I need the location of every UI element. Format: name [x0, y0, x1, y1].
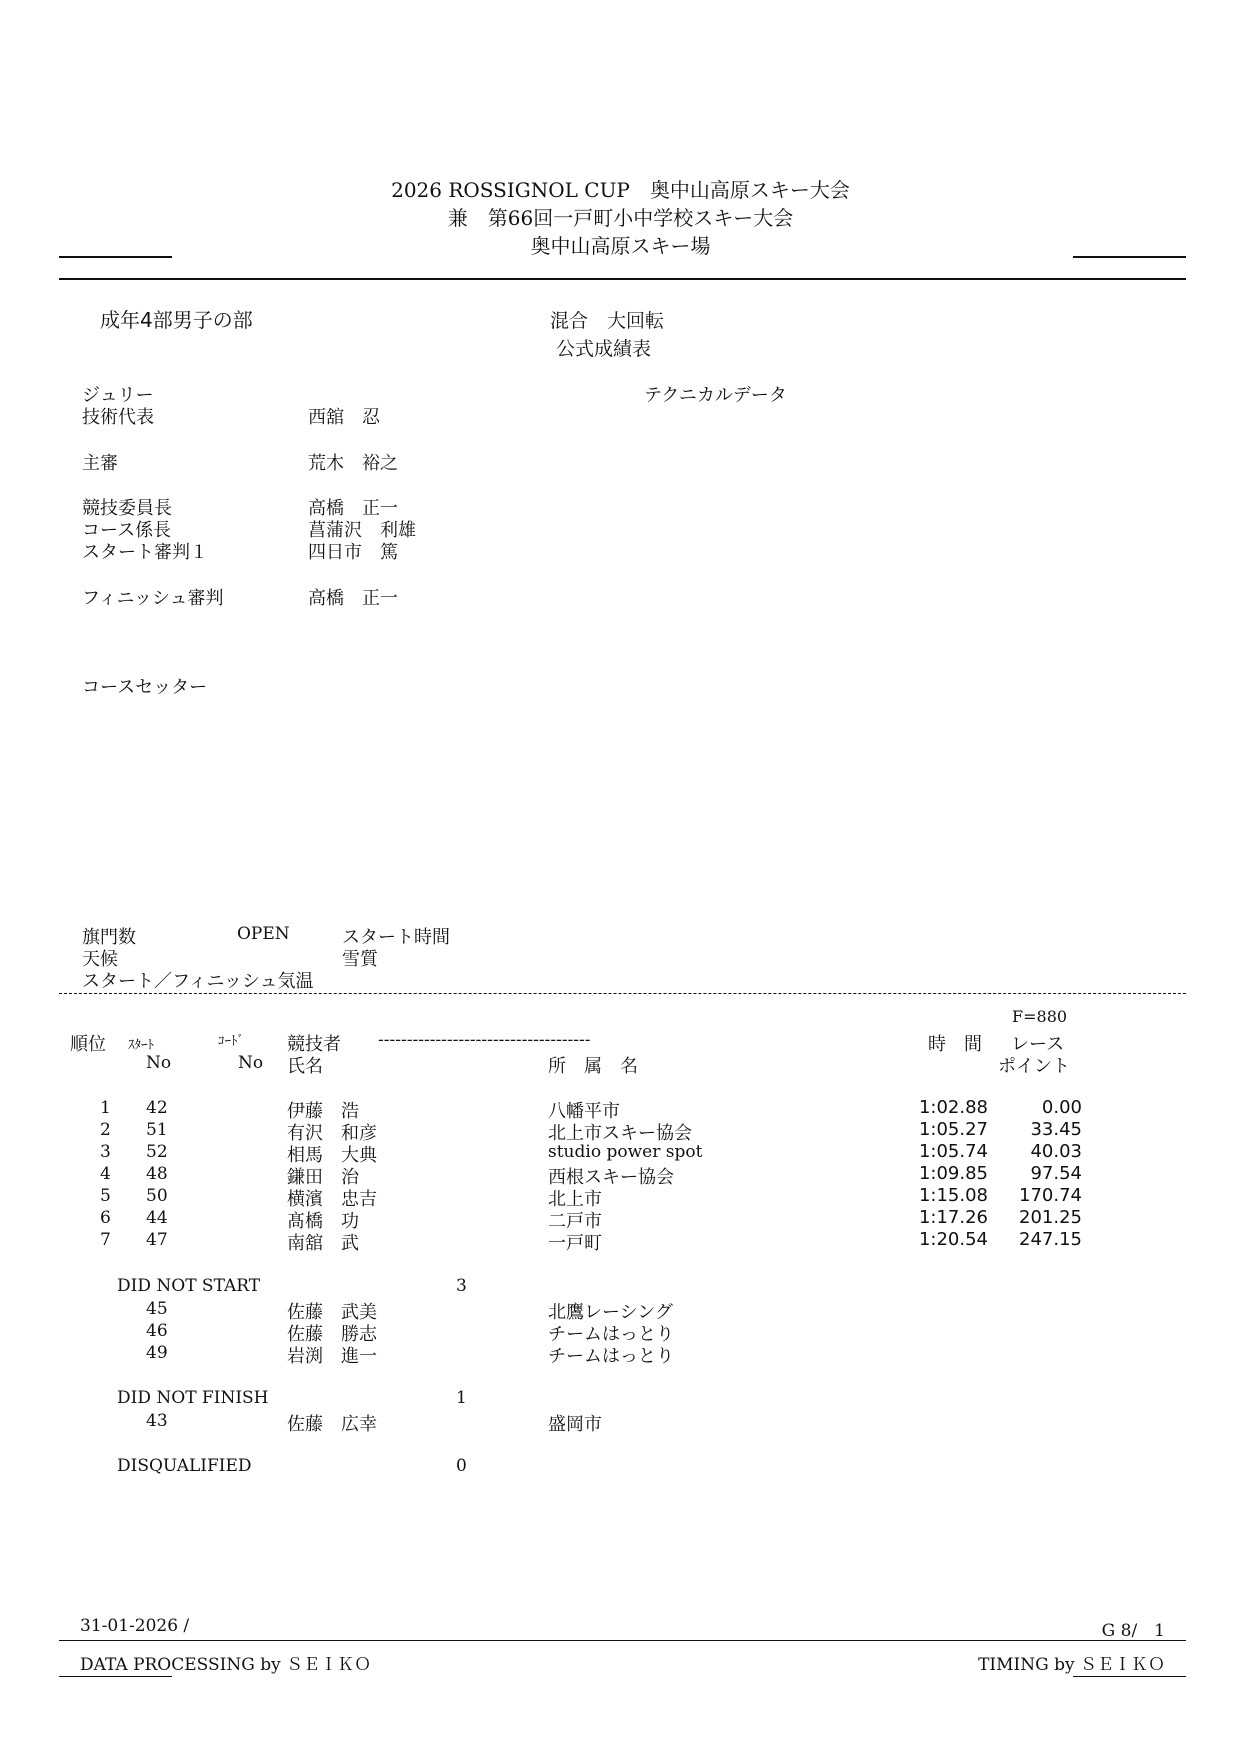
snow-label: 雪質: [342, 949, 378, 970]
time: 1:05.27: [918, 1119, 988, 1140]
document-type: 公式成績表: [556, 338, 652, 360]
col-dashes: -------------------------------------: [378, 1030, 591, 1050]
competitor-name: 岩渕 進一: [287, 1346, 377, 1367]
competitor-name: 南舘 武: [287, 1233, 359, 1254]
category-title: 成年4部男子の部: [100, 308, 253, 332]
club: チームはっとり: [548, 1324, 674, 1345]
col-name: 氏名: [287, 1056, 323, 1077]
col-code-no: No: [238, 1053, 264, 1073]
gates-value: OPEN: [237, 924, 290, 944]
bib: 45: [146, 1299, 168, 1319]
col-code: ｺｰﾄﾞ: [218, 1034, 244, 1049]
course-setter-label: コースセッター: [82, 677, 208, 698]
club: 一戸町: [548, 1233, 602, 1254]
event-title: 2026 ROSSIGNOL CUP 奥中山高原スキー大会: [391, 178, 850, 202]
time: 1:15.08: [918, 1185, 988, 1206]
competitor-name: 髙橋 功: [287, 1211, 359, 1232]
col-race: レース: [1011, 1034, 1065, 1055]
club: 八幡平市: [548, 1101, 620, 1122]
competitor-name: 横濱 忠吉: [287, 1189, 377, 1210]
dsq-count: 0: [456, 1456, 467, 1476]
bib: 49: [146, 1343, 168, 1363]
jury-role: スタート審判１: [82, 542, 208, 563]
club: チームはっとり: [548, 1346, 674, 1367]
points: 170.74: [1019, 1185, 1082, 1206]
rank: 1: [100, 1098, 111, 1118]
bib: 42: [146, 1098, 168, 1118]
rank: 3: [100, 1142, 111, 1162]
jury-title: ジュリー: [82, 385, 154, 406]
section-divider: [59, 993, 1186, 994]
bib: 52: [146, 1142, 168, 1162]
dns-label: DID NOT START: [117, 1276, 261, 1296]
time: 1:20.54: [918, 1229, 988, 1250]
technical-data-title: テクニカルデータ: [644, 385, 787, 406]
competitor-name: 佐藤 広幸: [287, 1414, 377, 1435]
club: 西根スキー協会: [548, 1167, 674, 1188]
col-rank: 順位: [70, 1034, 106, 1055]
points: 0.00: [1041, 1097, 1082, 1118]
f-value: F=880: [1012, 1007, 1068, 1026]
bib: 51: [146, 1120, 168, 1140]
time: 1:02.88: [918, 1097, 988, 1118]
dns-count: 3: [456, 1276, 467, 1296]
col-club: 所 属 名: [548, 1056, 638, 1077]
jury-name: 四日市 篤: [308, 542, 398, 563]
club: studio power spot: [548, 1142, 703, 1162]
club: 二戸市: [548, 1211, 602, 1232]
time: 1:09.85: [918, 1163, 988, 1184]
dnf-count: 1: [456, 1388, 467, 1408]
start-time-label: スタート時間: [342, 927, 450, 948]
temperature-label: スタート／フィニッシュ気温: [82, 971, 314, 992]
header-rule-full: [59, 278, 1186, 280]
col-start-no: No: [146, 1053, 172, 1073]
footer-rule-right: [1073, 1676, 1186, 1677]
club: 北上市: [548, 1189, 602, 1210]
jury-name: 荒木 裕之: [308, 453, 398, 474]
bib: 44: [146, 1208, 168, 1228]
jury-role: 技術代表: [82, 407, 154, 428]
competitor-name: 相馬 大典: [287, 1145, 377, 1166]
rank: 6: [100, 1208, 111, 1228]
col-start: ｽﾀｰﾄ: [128, 1038, 154, 1053]
jury-name: 高橋 正一: [308, 498, 398, 519]
competitor-name: 佐藤 勝志: [287, 1324, 377, 1345]
timing-credit: TIMING by ＳＥＩＫＯ: [978, 1655, 1165, 1675]
data-processing-credit: DATA PROCESSING by ＳＥＩＫＯ: [80, 1655, 372, 1675]
club: 北鷹レーシング: [548, 1302, 673, 1323]
bib: 50: [146, 1186, 168, 1206]
rank: 4: [100, 1164, 111, 1184]
competitor-name: 伊藤 浩: [287, 1101, 359, 1122]
time: 1:05.74: [918, 1141, 988, 1162]
rank: 2: [100, 1120, 111, 1140]
report-date: 31-01-2026 /: [80, 1616, 190, 1636]
time: 1:17.26: [918, 1207, 988, 1228]
header-rule-left: [59, 256, 172, 258]
col-time: 時 間: [928, 1034, 982, 1055]
rank: 7: [100, 1230, 111, 1250]
venue-name: 奥中山高原スキー場: [530, 234, 711, 258]
footer-rule-left: [59, 1676, 172, 1677]
competitor-name: 有沢 和彦: [287, 1123, 377, 1144]
club: 盛岡市: [548, 1414, 602, 1435]
event-subtitle: 兼 第66回一戸町小中学校スキー大会: [447, 206, 794, 230]
bib: 48: [146, 1164, 168, 1184]
competitor-name: 佐藤 武美: [287, 1302, 377, 1323]
points: 40.03: [1030, 1141, 1082, 1162]
jury-name: 菖蒲沢 利雄: [308, 520, 416, 541]
col-points: ポイント: [998, 1056, 1070, 1077]
rank: 5: [100, 1186, 111, 1206]
points: 201.25: [1019, 1207, 1082, 1228]
jury-role: 競技委員長: [82, 498, 172, 519]
points: 97.54: [1030, 1163, 1082, 1184]
footer-rule: [59, 1640, 1186, 1641]
jury-role: 主審: [82, 453, 118, 474]
page-number: G 8/ 1: [1101, 1621, 1165, 1641]
gates-label: 旗門数: [82, 927, 136, 948]
bib: 47: [146, 1230, 168, 1250]
dnf-label: DID NOT FINISH: [117, 1388, 269, 1408]
discipline: 混合 大回転: [550, 310, 665, 332]
points: 33.45: [1030, 1119, 1082, 1140]
club: 北上市スキー協会: [548, 1123, 692, 1144]
jury-name: 西舘 忍: [308, 407, 380, 428]
weather-label: 天候: [82, 949, 118, 970]
points: 247.15: [1019, 1229, 1082, 1250]
competitor-name: 鎌田 治: [287, 1167, 359, 1188]
col-competitor: 競技者: [287, 1034, 341, 1055]
bib: 43: [146, 1411, 168, 1431]
jury-role: コース係長: [82, 520, 172, 541]
bib: 46: [146, 1321, 168, 1341]
jury-name: 高橋 正一: [308, 588, 398, 609]
jury-role: フィニッシュ審判: [82, 588, 224, 609]
dsq-label: DISQUALIFIED: [117, 1456, 252, 1476]
header-rule-right: [1073, 256, 1186, 258]
